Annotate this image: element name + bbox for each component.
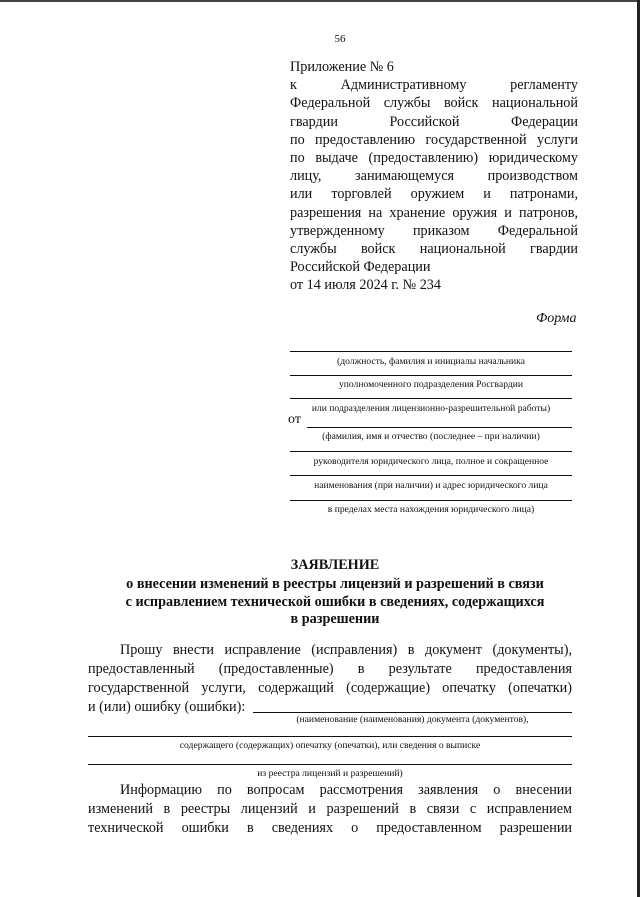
appendix-line: утвержденному приказом Федеральной (290, 222, 578, 239)
appendix-line: разрешения на хранение оружия и патронов, (290, 204, 578, 221)
fill-caption: содержащего (содержащих) опечатку (опечатки), или сведения о выписке (179, 740, 481, 751)
sender-caption: в пределах места нахождения юридического лица) (327, 504, 535, 515)
fill-caption: (наименование (наименования) документа (документов), (296, 714, 529, 725)
addressee-caption: (должность, фамилия и инициалы начальника (337, 356, 525, 367)
appendix-line: или торговлей оружием и патронами, (290, 186, 578, 203)
addressee-rule (290, 375, 572, 376)
fill-rule (88, 736, 572, 737)
paragraph-line: изменений в реестры лицензий и разрешений в связи с исправлением (88, 801, 572, 817)
fill-rule (88, 764, 572, 765)
appendix-date: от 14 июля 2024 г. № 234 (290, 277, 441, 294)
paragraph-line: Прошу внести исправление (исправления) в документ (документы), (120, 642, 572, 658)
sender-rule (290, 451, 572, 452)
from-label: от (288, 412, 301, 427)
fill-caption: из реестра лицензий и разрешений) (257, 768, 403, 779)
addressee-caption: уполномоченного подразделения Росгвардии (338, 379, 524, 390)
sender-caption: (фамилия, имя и отчество (последнее – при наличии) (322, 431, 540, 442)
appendix-block (290, 58, 578, 295)
appendix-line: к Административному регламенту (290, 77, 578, 94)
paragraph-line: и (или) ошибку (ошибки): (88, 699, 246, 715)
appendix-line: лицу, занимающемуся производством (290, 168, 578, 185)
appendix-line: службы войск национальной гвардии (290, 241, 578, 258)
page-number: 56 (334, 33, 346, 45)
statement-subtitle-line: с исправлением технической ошибки в сведениях, содержащихся (125, 594, 545, 610)
sender-rule (307, 427, 572, 428)
paragraph-line: технической ошибки в сведениях о предоставленном разрешении (88, 820, 572, 836)
sender-rule (290, 500, 572, 501)
sender-rule (290, 475, 572, 476)
statement-heading: ЗАЯВЛЕНИЕ (290, 557, 380, 573)
statement-subtitle-line: в разрешении (290, 611, 380, 627)
fill-rule (253, 712, 572, 713)
appendix-line: гвардии Российской Федерации (290, 113, 578, 130)
info-paragraph (88, 781, 572, 838)
appendix-line: по выдаче (предоставлению) юридическому (290, 150, 578, 167)
addressee-rule (290, 398, 572, 399)
paragraph-line: Информацию по вопросам рассмотрения заявления о внесении (120, 782, 572, 798)
appendix-line: по предоставлению государственной услуги (290, 131, 578, 148)
sender-caption: руководителя юридического лица, полное и сокращенное (313, 456, 549, 467)
scan-edge-top (0, 0, 640, 2)
appendix-line: Федеральной службы войск национальной (290, 95, 578, 112)
addressee-caption: или подразделения лицензионно-разрешительной работы) (311, 403, 551, 414)
request-paragraph (88, 641, 572, 717)
sender-caption: наименования (при наличии) и адрес юридического лица (314, 480, 548, 491)
paragraph-line: предоставленный (предоставленные) в результате предоставления (88, 661, 572, 677)
form-label: Форма (536, 311, 577, 326)
addressee-rule (290, 351, 572, 352)
paragraph-line: государственной услуги, содержащий (содержащие) опечатку (опечатки) (88, 680, 572, 696)
statement-subtitle-line: о внесении изменений в реестры лицензий и разрешений в связи (126, 576, 544, 592)
appendix-line: Российской Федерации (290, 259, 431, 276)
appendix-title: Приложение № 6 (290, 59, 394, 75)
